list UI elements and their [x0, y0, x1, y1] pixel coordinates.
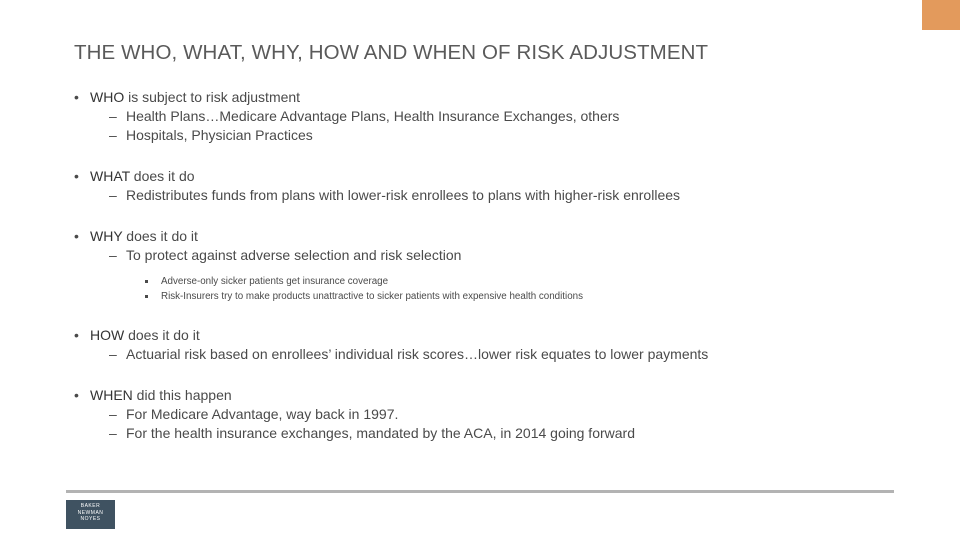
heading-text: does it do it: [122, 228, 198, 244]
square-bullet-icon: [145, 280, 148, 283]
subbullet: [74, 186, 894, 205]
bullet-glyph: •: [74, 327, 79, 343]
slide-title: THE WHO, WHAT, WHY, HOW AND WHEN OF RISK ADJUSTMENT: [74, 41, 709, 64]
subbullet-text: Actuarial risk based on enrollees’ individual risk scores…lower risk equates to lower payments: [126, 346, 709, 362]
dash-glyph: –: [109, 346, 117, 362]
bullet-when: [74, 386, 894, 405]
heading-text: is subject to risk adjustment: [124, 89, 301, 105]
subbullet-text: To protect against adverse selection and risk selection: [126, 247, 462, 263]
corner-accent: [922, 0, 960, 30]
keyword: WHEN: [90, 387, 133, 403]
section-when: [74, 386, 894, 443]
keyword: WHY: [90, 228, 123, 244]
subbullet-text: Health Plans…Medicare Advantage Plans, Health Insurance Exchanges, others: [126, 108, 620, 124]
bullet-glyph: •: [74, 228, 79, 244]
subbullet: [74, 345, 894, 364]
subbullet: [74, 126, 894, 145]
dash-glyph: –: [109, 425, 117, 441]
bullet-why: [74, 227, 894, 246]
subbullet-text: For Medicare Advantage, way back in 1997.: [126, 406, 399, 422]
company-logo: [66, 500, 115, 529]
bullet-glyph: •: [74, 89, 79, 105]
logo-line: NEWMAN: [77, 509, 104, 516]
subbullet: [74, 246, 894, 265]
logo-line: BAKER: [80, 503, 101, 509]
subbullet: [74, 424, 894, 443]
logo-line: NOYES: [80, 516, 101, 522]
footer-divider: [66, 490, 894, 493]
subbullet: [74, 107, 894, 126]
subbullet-text: For the health insurance exchanges, mandated by the ACA, in 2014 going forward: [126, 425, 635, 441]
section-how: [74, 326, 894, 364]
square-bullet-icon: [145, 295, 148, 298]
bullet-glyph: •: [74, 387, 79, 403]
heading-text: does it do it: [124, 327, 200, 343]
dash-glyph: –: [109, 108, 117, 124]
keyword: WHAT: [90, 168, 130, 184]
subbullet: [74, 405, 894, 424]
section-who: [74, 88, 894, 145]
keyword: WHO: [90, 89, 125, 105]
sub-subbullet: [74, 289, 894, 304]
sub-subbullet-text: Adverse-only sicker patients get insurance coverage: [161, 276, 389, 287]
slide-content: [74, 88, 894, 465]
keyword: HOW: [90, 327, 125, 343]
subbullet-text: Redistributes funds from plans with lower-risk enrollees to plans with higher-risk enrollees: [126, 187, 681, 203]
bullet-glyph: •: [74, 168, 79, 184]
sub-subbullet: [74, 274, 894, 289]
bullet-how: [74, 326, 894, 345]
sub-subbullet-text: Risk-Insurers try to make products unattractive to sicker patients with expensive health conditions: [161, 291, 584, 302]
dash-glyph: –: [109, 406, 117, 422]
section-what: [74, 167, 894, 205]
dash-glyph: –: [109, 247, 117, 263]
section-why: [74, 227, 894, 304]
heading-text: did this happen: [132, 387, 232, 403]
dash-glyph: –: [109, 127, 117, 143]
bullet-who: [74, 88, 894, 107]
subbullet-text: Hospitals, Physician Practices: [126, 127, 313, 143]
dash-glyph: –: [109, 187, 117, 203]
sub-subbullet-list: [74, 274, 894, 304]
bullet-what: [74, 167, 894, 186]
heading-text: does it do: [129, 168, 195, 184]
